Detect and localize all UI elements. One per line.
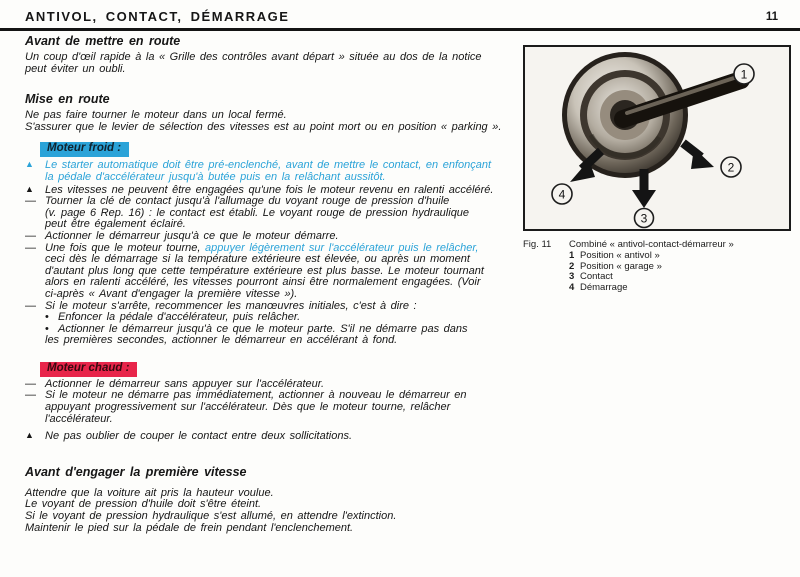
page-title: ANTIVOL, CONTACT, DÉMARRAGE (25, 9, 290, 24)
bullet-item: • Enfoncer la pédale d'accélérateur, puis relâcher. (45, 311, 301, 324)
paragraph-line: S'assurer que le levier de sélection des vitesses est au point mort ou en position « parking ». (25, 120, 502, 133)
dash-marker-icon: — (25, 377, 36, 390)
triangle-marker-icon: ▲ (25, 183, 34, 194)
dash-marker-icon: — (25, 389, 36, 402)
list-item-continuation: l'accélérateur. (45, 412, 113, 425)
callout-4 (552, 184, 572, 204)
svg-text:3: 3 (640, 211, 648, 226)
figure-caption (523, 239, 791, 293)
list-item-continuation: d'autant plus long que cette température extérieure est plus basse. Le moteur tournant (45, 264, 484, 277)
bullet-item: • Actionner le démarreur jusqu'à ce que le moteur parte. S'il ne démarre pas dans (45, 322, 468, 335)
dash-marker-icon: — (25, 195, 36, 208)
legend-item: 1 Position « antivol » (569, 250, 660, 261)
legend-item: 4 Démarrage (569, 281, 628, 293)
svg-text:1: 1 (740, 67, 748, 82)
list-item: — Actionner le démarreur sans appuyer sur l'accélérateur. (25, 377, 325, 390)
section-heading-premiere-vitesse: Avant d'engager la première vitesse (25, 464, 247, 479)
figure-11 (523, 45, 791, 293)
dash-marker-icon: — (25, 299, 36, 312)
list-item-continuation: (v. page 6 Rep. 16) : le contact est établi. Le voyant rouge de pression hydraulique (45, 206, 470, 219)
dash-marker-icon: — (25, 241, 36, 254)
bullet-marker-icon: • (45, 311, 49, 324)
list-item-continuation: ci-après « Avant d'engager la première vitesse »). (45, 287, 298, 300)
triangle-marker-icon: ▲ (25, 159, 34, 170)
list-item: ▲ Les vitesses ne peuvent être engagées qu'une fois le moteur revenu en ralenti accéléré. (25, 183, 494, 196)
highlighted-phrase: appuyer légèrement sur l'accélérateur puis le relâcher, (205, 241, 479, 254)
paragraph-line: Le voyant de pression d'huile doit s'être éteint. (25, 498, 262, 511)
list-item: — Actionner le démarreur jusqu'à ce que le moteur démarre. (25, 229, 339, 242)
figure-legend (569, 251, 791, 293)
list-item: — Si le moteur s'arrête, recommencer les manœuvres initiales, c'est à dire : (25, 299, 417, 312)
ignition-lock-photo (523, 45, 791, 231)
page-header (0, 0, 800, 31)
header-rule (0, 28, 800, 31)
paragraph-line: Si le voyant de pression hydraulique s'est allumé, en attendre l'extinction. (25, 510, 397, 523)
page-number: 11 (765, 11, 778, 23)
list-item-continuation: la pédale d'accélérateur jusqu'à butée puis en la relâchant aussitôt. (45, 170, 386, 183)
callout-1 (734, 64, 754, 84)
hot-engine-badge: Moteur chaud : (40, 362, 137, 377)
bullet-item-continuation: les premières secondes, actionner le démarreur en accélérant à fond. (45, 334, 398, 347)
triangle-marker-icon: ▲ (25, 430, 34, 441)
list-item: — Une fois que le moteur tourne, appuyer légèrement sur l'accélérateur puis le relâcher, (25, 241, 479, 254)
list-item-continuation: alors en ralenti accéléré, les vitesses pourront ainsi être normalement engagées. (Voir (45, 276, 481, 289)
figure-label: Fig. 11 (523, 239, 552, 250)
paragraph-line: peut éviter un oubli. (25, 62, 126, 75)
dash-marker-icon: — (25, 229, 36, 242)
cold-engine-badge: Moteur froid : (40, 142, 129, 157)
list-item: — Si le moteur ne démarre pas immédiatement, actionner à nouveau le démarreur en (25, 389, 467, 402)
svg-text:2: 2 (727, 160, 735, 175)
paragraph-line: Ne pas faire tourner le moteur dans un local fermé. (25, 109, 287, 122)
text-column (25, 34, 517, 534)
list-item: ▲ Ne pas oublier de couper le contact entre deux sollicitations. (25, 430, 353, 443)
ignition-lock-illustration (525, 47, 789, 229)
figure-title: Combiné « antivol-contact-démarreur » (569, 239, 734, 250)
list-item: — Tourner la clé de contact jusqu'à l'allumage du voyant rouge de pression d'huile (25, 195, 450, 208)
section-heading-avant-mettre: Avant de mettre en route (25, 34, 181, 48)
callout-2 (721, 157, 741, 177)
paragraph-line: Un coup d'œil rapide à la « Grille des contrôles avant départ » située au dos de la notice (25, 51, 482, 63)
list-item-continuation: peut être également éclairé. (45, 218, 186, 231)
list-item: ▲ Le starter automatique doit être pré-enclenché, avant de mettre le contact, en enfonçant (25, 159, 492, 172)
callout-3 (635, 209, 654, 228)
section-heading-mise-en-route: Mise en route (25, 92, 110, 107)
list-item-continuation: appuyant progressivement sur l'accélérateur. Dès que le moteur tourne, relâcher (45, 401, 451, 414)
paragraph-line: Maintenir le pied sur la pédale de frein pendant l'enclenchement. (25, 521, 354, 534)
paragraph-line: Attendre que la voiture ait pris la hauteur voulue. (25, 486, 274, 499)
bullet-marker-icon: • (45, 322, 49, 335)
list-item-continuation: ceci dès le démarrage si la température extérieure est élevée, ou après un moment (45, 253, 470, 266)
legend-item: 3 Contact (569, 271, 613, 282)
legend-item: 2 Position « garage » (569, 260, 662, 272)
svg-text:4: 4 (558, 187, 566, 202)
